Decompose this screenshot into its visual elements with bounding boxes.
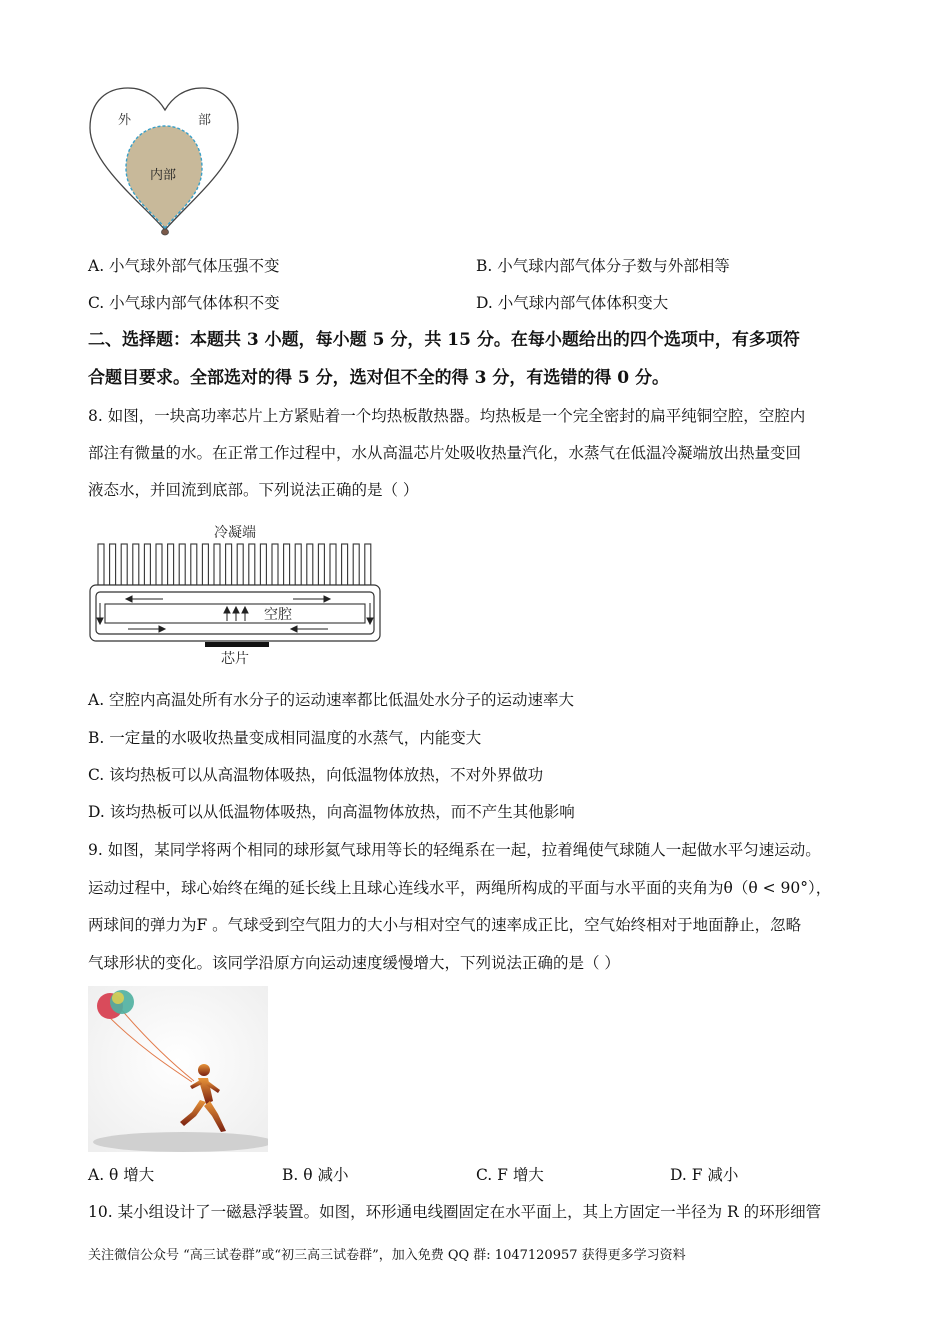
q8-option-c: C. 该均热板可以从高温物体吸热，向低温物体放热，不对外界做功 — [88, 766, 544, 784]
heat-fin — [295, 544, 301, 585]
heat-fin — [342, 544, 348, 585]
condenser-label: 冷凝端 — [214, 525, 256, 541]
q8-option-a: A. 空腔内高温处所有水分子的运动速率都比低温处水分子的运动速率大 — [88, 691, 575, 709]
q9-line4: 气球形状的变化。该同学沿原方向运动速度缓慢增大，下列说法正确的是（ ） — [88, 954, 620, 972]
q7-option-d: D. 小气球内部气体体积变大 — [476, 294, 669, 312]
heat-fin — [272, 544, 278, 585]
heat-fin — [121, 544, 127, 585]
q8-option-d: D. 该均热板可以从低温物体吸热，向高温物体放热，而不产生其他影响 — [88, 803, 575, 821]
heat-fin — [226, 544, 232, 585]
heat-fin — [179, 544, 185, 585]
heat-fin — [156, 544, 162, 585]
q9-option-a: A. θ 增大 — [88, 1166, 155, 1184]
q9-option-c: C. F 增大 — [476, 1166, 544, 1184]
runner-balloon-image — [88, 986, 268, 1152]
q8-option-b: B. 一定量的水吸收热量变成相同温度的水蒸气，内能变大 — [88, 729, 482, 747]
q7-option-c: C. 小气球内部气体体积不变 — [88, 294, 280, 312]
heat-fin — [214, 544, 220, 585]
heat-fin — [307, 544, 313, 585]
chip-label: 芯片 — [221, 651, 249, 667]
chip-block — [205, 642, 269, 647]
heat-fin — [237, 544, 243, 585]
outer-label-right: 部 — [198, 113, 212, 128]
heat-fin — [202, 544, 208, 585]
heat-fin — [249, 544, 255, 585]
balloon-figure — [88, 86, 243, 238]
outer-label-left: 外 — [118, 113, 132, 128]
balloon-knot — [162, 229, 169, 235]
q9-option-b: B. θ 减小 — [282, 1166, 349, 1184]
q9-option-d: D. F 减小 — [670, 1166, 739, 1184]
heat-fin — [168, 544, 174, 585]
section2-line1: 二、选择题：本题共 3 小题，每小题 5 分，共 15 分。在每小题给出的四个选项中，有多项符 — [88, 330, 800, 350]
heat-fin — [260, 544, 266, 585]
inner-label: 内部 — [150, 168, 177, 183]
heat-fin — [191, 544, 197, 585]
heat-fins — [98, 544, 371, 585]
q9-line1: 9. 如图，某同学将两个相同的球形氦气球用等长的轻绳系在一起，拉着绳使气球随人一起做水平匀速运动。 — [88, 841, 821, 859]
q7-option-b: B. 小气球内部气体分子数与外部相等 — [476, 257, 730, 275]
q8-line1: 8. 如图，一块高功率芯片上方紧贴着一个均热板散热器。均热板是一个完全密封的扁平纯铜空腔，空腔内 — [88, 407, 806, 425]
heat-fin — [144, 544, 150, 585]
q9-line2: 运动过程中，球心始终在绳的延长线上且球心连线水平，两绳所构成的平面与水平面的夹角为θ（θ < 90°）， — [88, 879, 832, 897]
q10-line1: 10. 某小组设计了一磁悬浮装置。如图，环形通电线圈固定在水平面上，其上方固定一半径为 R 的环形细管 — [88, 1203, 822, 1221]
heat-fin — [110, 544, 116, 585]
cavity-label: 空腔 — [264, 607, 292, 623]
vapor-chamber-figure — [88, 518, 388, 668]
footer-note: 关注微信公众号 “高三试卷群”或“初三高三试卷群”，加入免费 QQ 群: 1047120957 获得更多学习资料 — [88, 1248, 686, 1263]
heat-fin — [318, 544, 324, 585]
heat-fin — [330, 544, 336, 585]
q9-line3: 两球间的弹力为F 。气球受到空气阻力的大小与相对空气的速率成正比，空气始终相对于地面静止，忽略 — [88, 916, 802, 934]
heat-fin — [133, 544, 139, 585]
q8-line2: 部注有微量的水。在正常工作过程中，水从高温芯片处吸收热量汽化，水蒸气在低温冷凝端放出热量变回 — [88, 444, 802, 462]
q8-line3: 液态水，并回流到底部。下列说法正确的是（ ） — [88, 481, 419, 499]
heat-fin — [353, 544, 359, 585]
q7-option-a: A. 小气球外部气体压强不变 — [88, 257, 280, 275]
heat-fin — [365, 544, 371, 585]
ground-shadow — [93, 1132, 268, 1152]
section2-line2: 合题目要求。全部选对的得 5 分，选对但不全的得 3 分，有选错的得 0 分。 — [88, 368, 669, 388]
heat-fin — [284, 544, 290, 585]
heat-fin — [98, 544, 104, 585]
